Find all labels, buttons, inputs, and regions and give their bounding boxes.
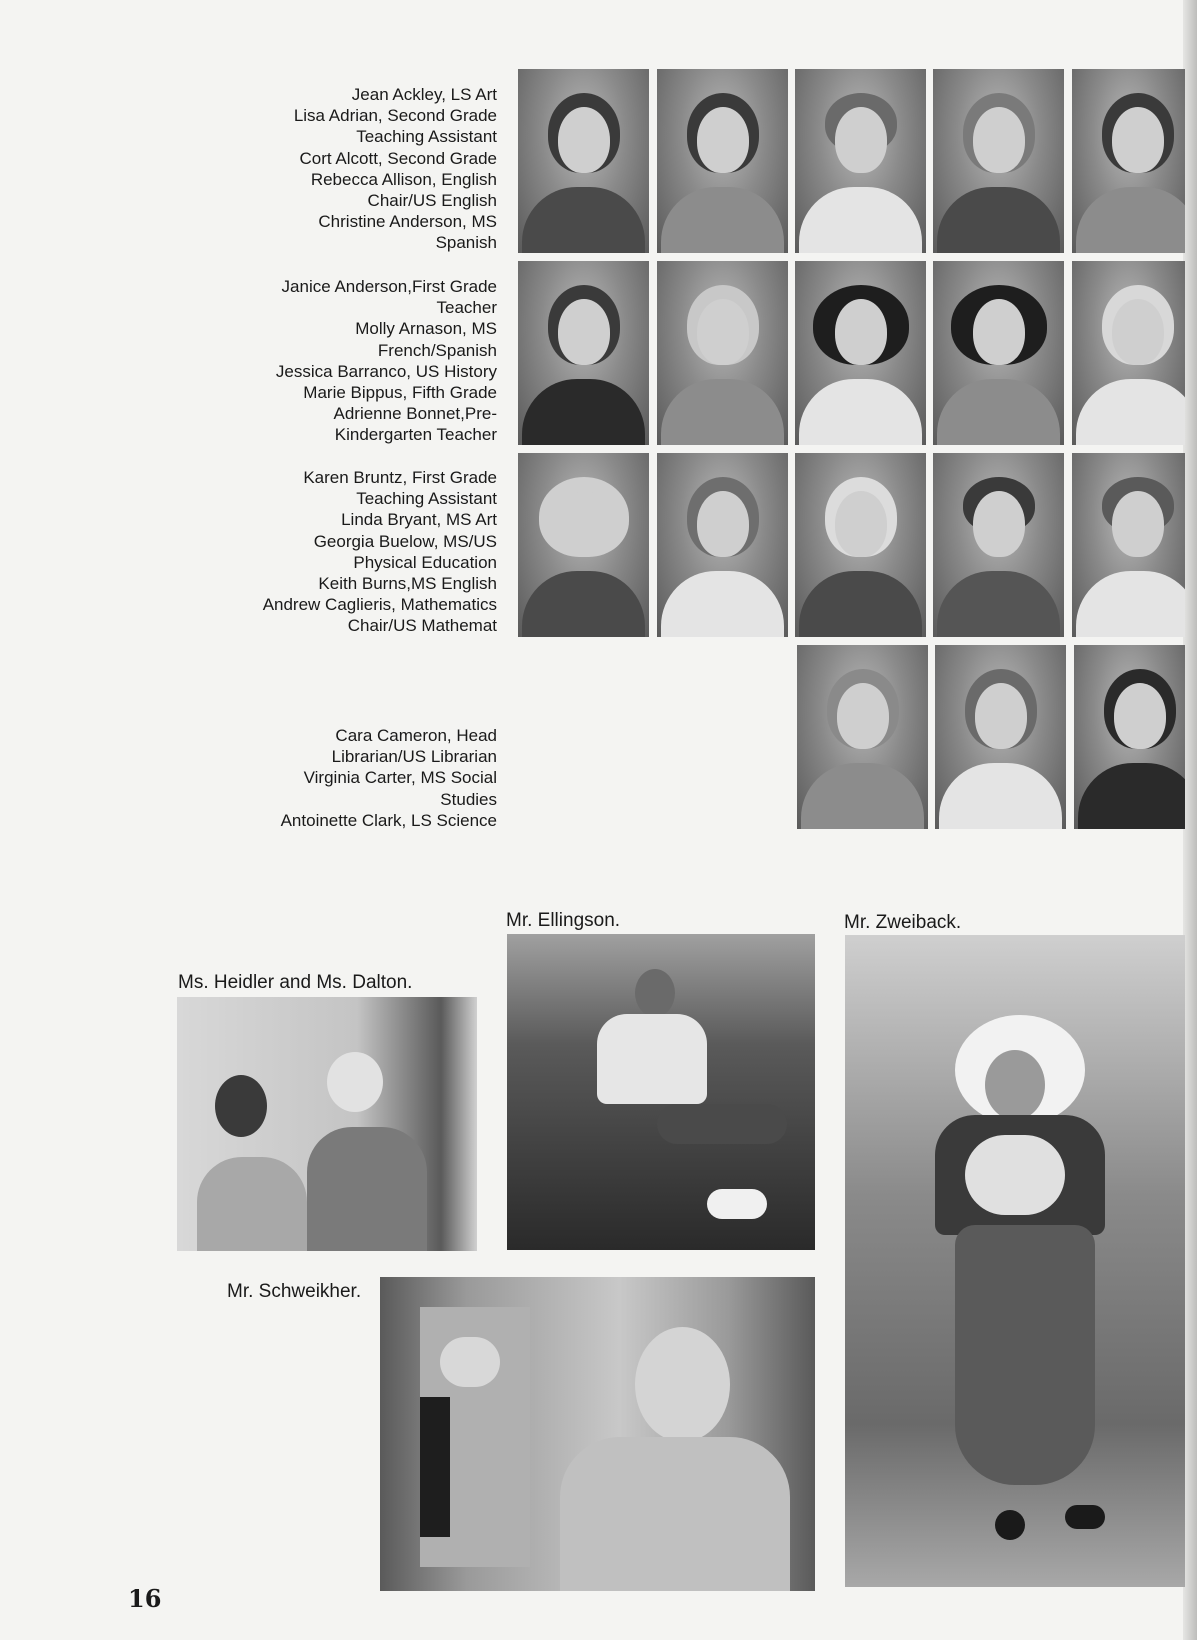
caption-line: Jessica Barranco, US History — [275, 361, 497, 381]
caption-line: Teacher — [436, 298, 497, 318]
caption-line: Chair/US English — [367, 191, 497, 211]
portrait-photo — [795, 453, 926, 637]
portrait-photo — [657, 261, 788, 445]
caption-line: Virginia Carter, MS Social — [303, 768, 497, 788]
caption-heidler-dalton: Ms. Heidler and Ms. Dalton. — [178, 972, 413, 993]
portrait-photo — [657, 69, 788, 253]
portrait-photo — [1072, 261, 1185, 445]
portrait-photo — [933, 69, 1064, 253]
portrait-photo — [1072, 69, 1185, 253]
caption-line: Marie Bippus, Fifth Grade — [303, 383, 497, 403]
page-edge-shadow — [1183, 0, 1197, 1640]
portrait-photo — [1074, 645, 1185, 829]
portrait-photo — [657, 453, 788, 637]
caption-line: Christine Anderson, MS — [318, 212, 497, 232]
portrait-captions-row-2 — [276, 276, 497, 446]
caption-line: Physical Education — [353, 552, 497, 572]
caption-line: Studies — [440, 789, 497, 809]
caption-line: Cort Alcott, Second Grade — [299, 148, 497, 168]
caption-line: Linda Bryant, MS Art — [341, 510, 497, 530]
portrait-photo — [795, 261, 926, 445]
caption-line: Georgia Buelow, MS/US — [313, 531, 497, 551]
portrait-photo — [933, 453, 1064, 637]
caption-line: Antoinette Clark, LS Science — [280, 810, 497, 830]
portrait-captions-row-1 — [294, 84, 497, 254]
portrait-photo — [933, 261, 1064, 445]
portrait-captions-row-3 — [263, 467, 497, 637]
portrait-photo — [795, 69, 926, 253]
caption-line: Chair/US Mathemat — [347, 616, 497, 636]
caption-ellingson: Mr. Ellingson. — [506, 910, 621, 931]
photo-zweiback — [845, 935, 1185, 1587]
portrait-photo — [1072, 453, 1185, 637]
caption-zweiback: Mr. Zweiback. — [844, 912, 962, 933]
caption-line: Andrew Caglieris, Mathematics — [262, 595, 497, 615]
caption-line: Karen Bruntz, First Grade — [303, 468, 497, 487]
caption-line: Cara Cameron, Head — [335, 726, 497, 745]
photo-heidler-dalton — [177, 997, 477, 1251]
caption-line: Adrienne Bonnet,Pre- — [333, 404, 497, 424]
caption-line: French/Spanish — [377, 340, 497, 360]
portrait-photo — [518, 261, 649, 445]
caption-line: Teaching Assistant — [356, 489, 497, 509]
caption-line: Rebecca Allison, English — [310, 169, 497, 189]
photo-schweikher — [380, 1277, 815, 1591]
caption-line: Keith Burns,MS English — [318, 574, 497, 594]
page-number: 16 — [128, 1584, 162, 1613]
caption-line: Molly Arnason, MS — [355, 319, 497, 339]
caption-line: Janice Anderson,First Grade — [281, 277, 497, 296]
caption-line: Kindergarten Teacher — [334, 425, 497, 445]
portrait-photo — [797, 645, 928, 829]
portrait-captions-row-4 — [281, 725, 497, 831]
caption-line: Librarian/US Librarian — [331, 747, 497, 767]
photo-ellingson — [507, 934, 815, 1250]
caption-line: Spanish — [435, 233, 497, 253]
portrait-photo — [518, 453, 649, 637]
caption-line: Lisa Adrian, Second Grade — [293, 106, 497, 126]
portrait-photo — [518, 69, 649, 253]
caption-line: Jean Ackley, LS Art — [351, 85, 497, 104]
caption-schweikher: Mr. Schweikher. — [227, 1281, 362, 1302]
portrait-photo — [935, 645, 1066, 829]
caption-line: Teaching Assistant — [356, 127, 497, 147]
